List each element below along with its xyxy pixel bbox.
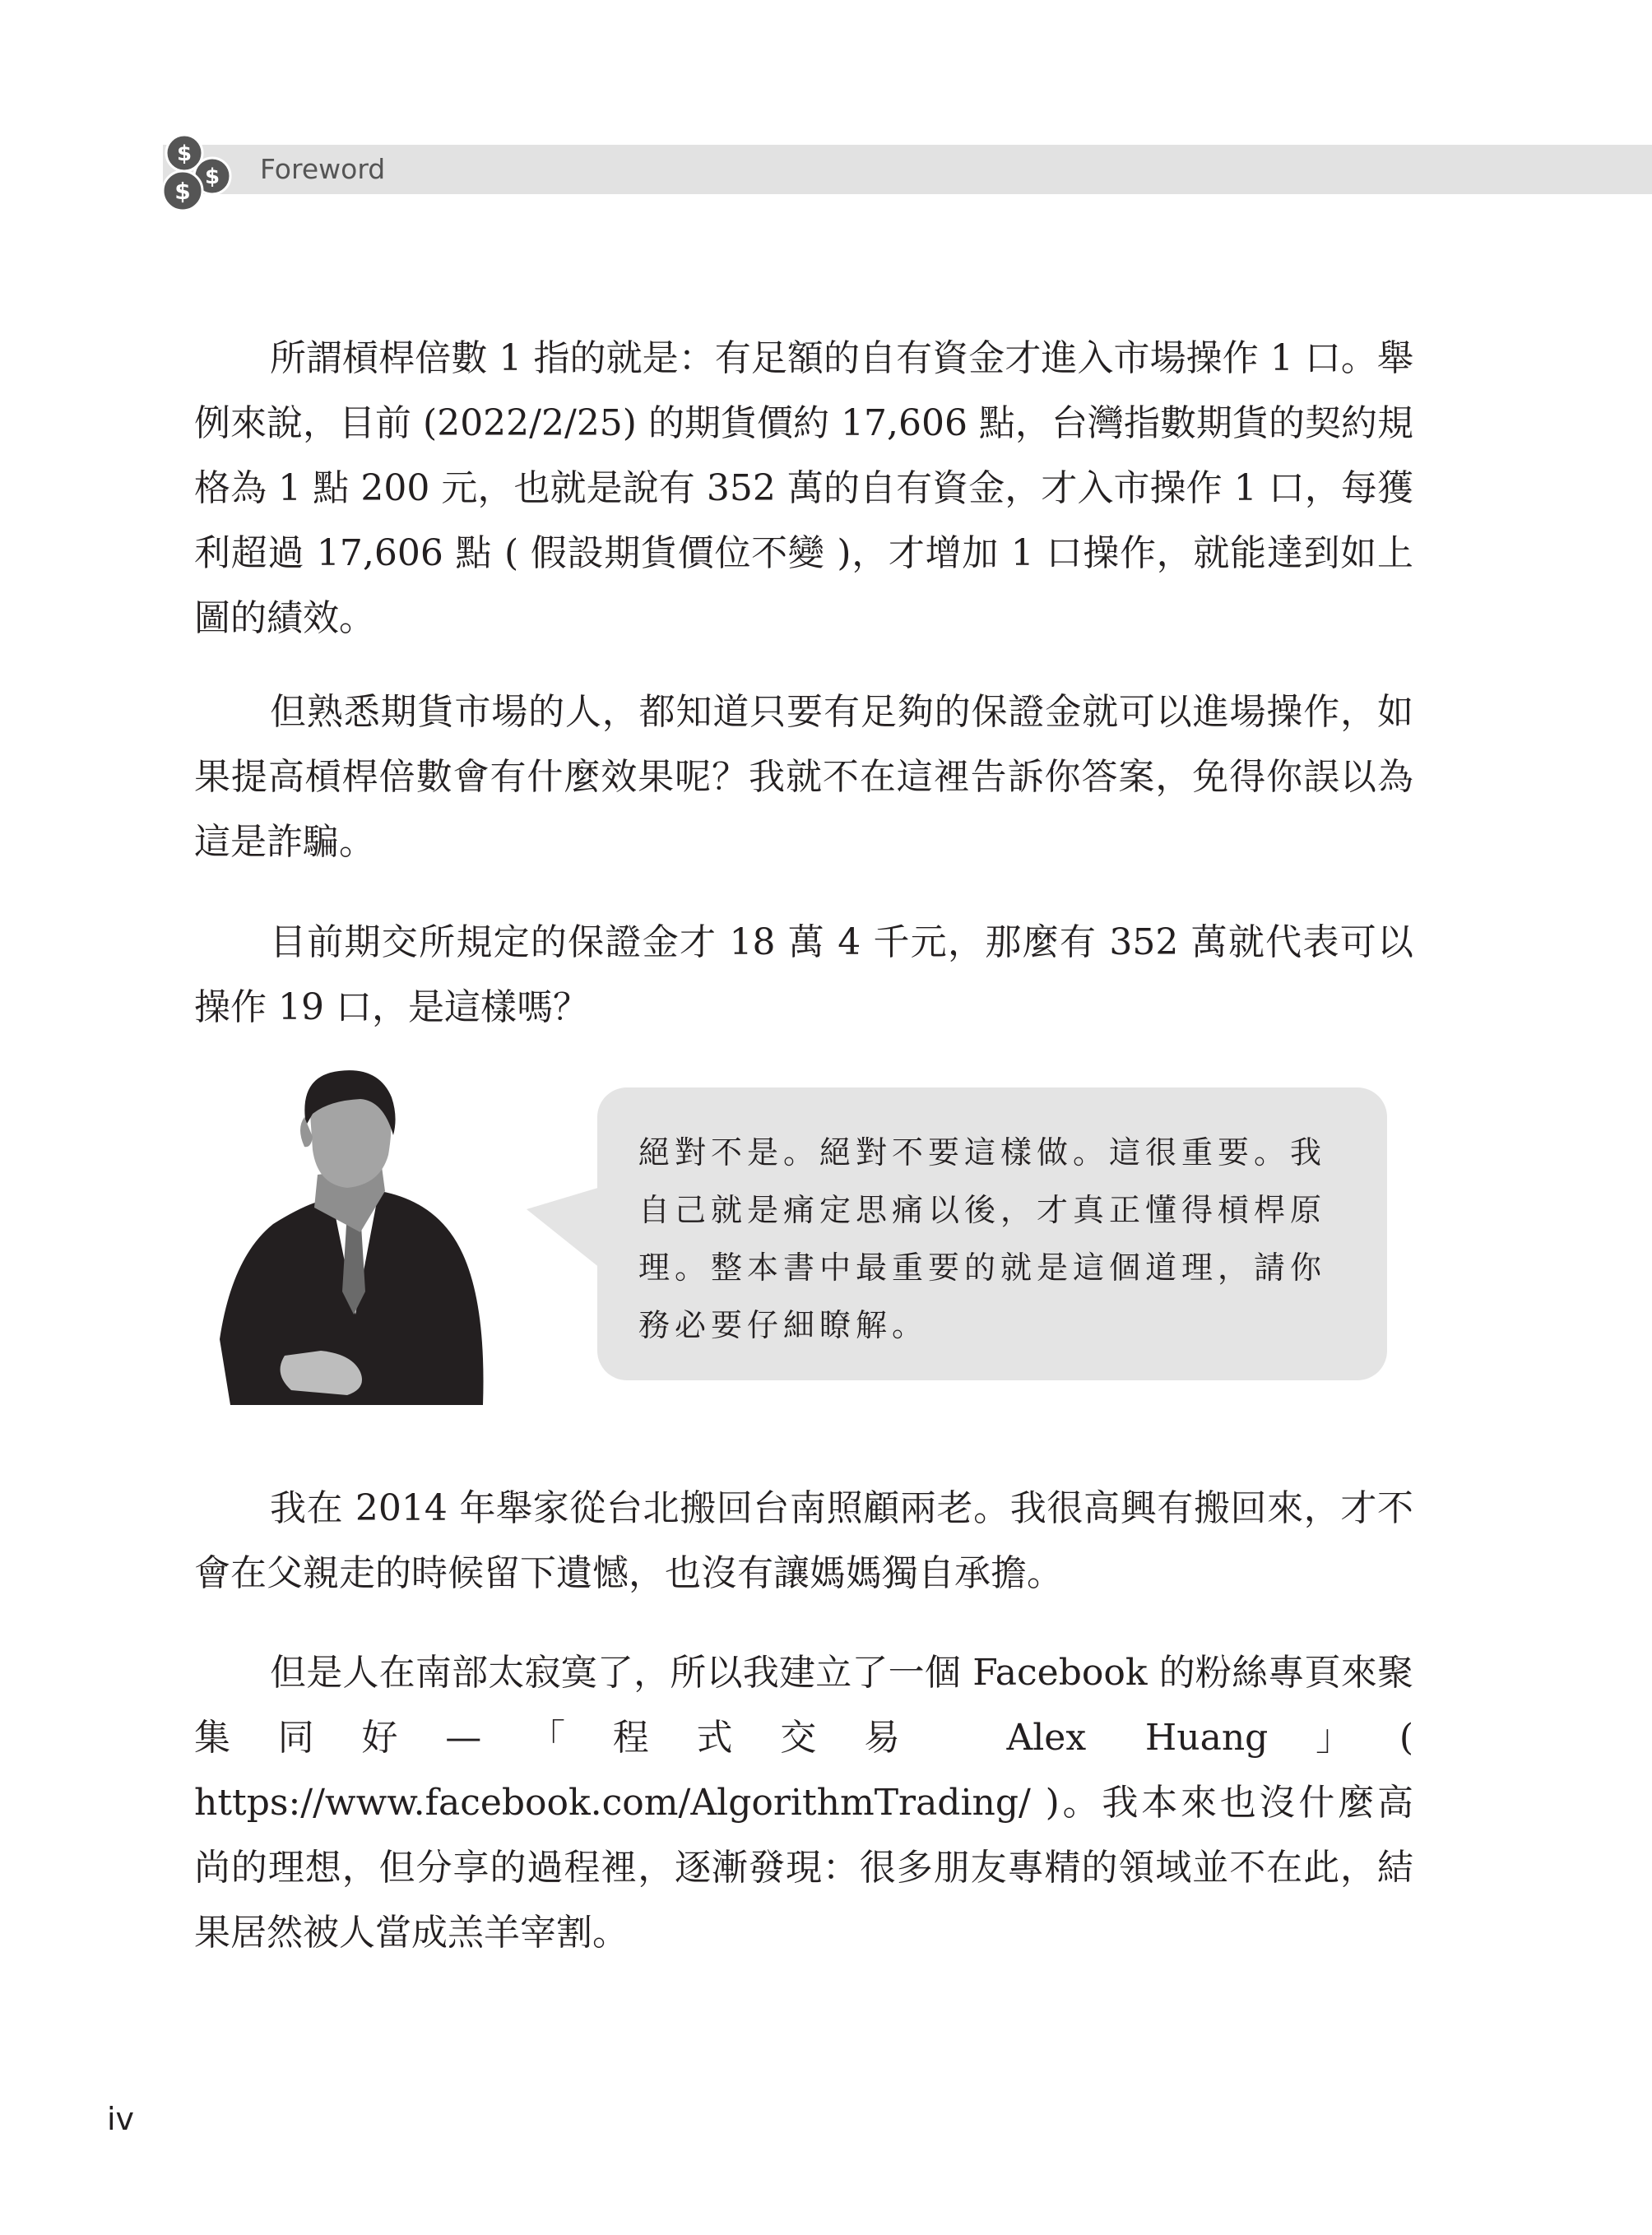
body-paragraph: 目前期交所規定的保證金才 18 萬 4 千元，那麼有 352 萬就代表可以操作 19 口，是這樣嗎？ — [194, 921, 1413, 1028]
body-paragraph: 但是人在南部太寂寞了，所以我建立了一個 Facebook 的粉絲專頁來聚集同好—「程式交易 Alex Huang」( https://www.facebook.com/AlgorithmTrading/ )。我本來也沒什麼高尚的理想，但分享的過程裡，逐漸發現：很多朋友專精的領域並不在此，結果居然被人當成羔羊宰割。 — [194, 1652, 1413, 1954]
speech-bubble-tail — [527, 1185, 609, 1275]
svg-text:$: $ — [204, 165, 220, 189]
page-number: iv — [107, 2101, 135, 2137]
body-paragraph: 我在 2014 年舉家從台北搬回台南照顧兩老。我很高興有搬回來，才不會在父親走的時候留下遺憾，也沒有讓媽媽獨自承擔。 — [194, 1487, 1413, 1594]
svg-text:$: $ — [174, 178, 191, 205]
body-paragraph: 所謂槓桿倍數 1 指的就是：有足額的自有資金才進入市場操作 1 口。舉例來說，目前 (2022/2/25) 的期貨價約 17,606 點，台灣指數期貨的契約規格為 1 點 200 元，也就是說有 352 萬的自有資金，才入市操作 1 口，每獲利超過 17,606 點 ( 假設期貨價位不變 )，才增加 1 口操作，就能達到如上圖的績效。 — [194, 337, 1413, 639]
svg-text:$: $ — [176, 141, 193, 166]
body-paragraph: 但熟悉期貨市場的人，都知道只要有足夠的保證金就可以進場操作，如果提高槓桿倍數會有什麼效果呢？我就不在這裡告訴你答案，免得你誤以為這是詐騙。 — [194, 691, 1413, 863]
section-title: Foreword — [260, 153, 386, 185]
speech-bubble-text: 絕對不是。絕對不要這樣做。這很重要。我自己就是痛定思痛以後，才真正懂得槓桿原理。整本書中最重要的就是這個道理，請你務必要仔細瞭解。 — [638, 1134, 1327, 1343]
speech-bubble — [597, 1087, 1387, 1380]
coins-dollar-icon — [160, 133, 244, 212]
header-bar — [163, 145, 1652, 194]
businessman-icon — [216, 1068, 487, 1405]
